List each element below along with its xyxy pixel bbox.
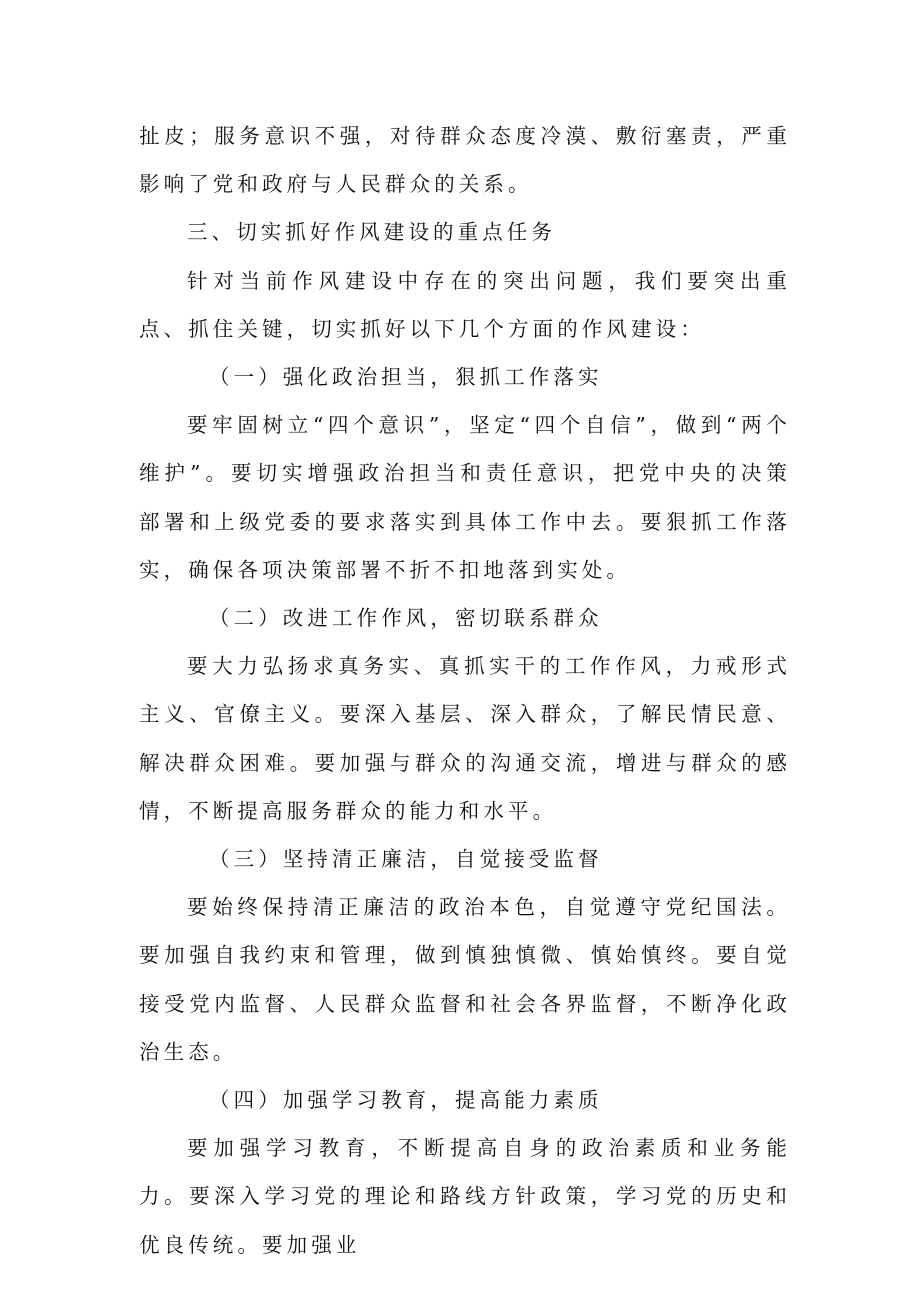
paragraph-2: 要大力弘扬求真务实、真抓实干的工作作风，力戒形式主义、官僚主义。要深入基层、深入群众，了解民情民意、解决群众困难。要加强与群众的沟通交流，增进与群众的感情，不断提高服务群众的能力和水平。 xyxy=(139,654,791,823)
paragraph-continuation: 扯皮；服务意识不强，对待群众态度冷漠、敷衍塞责，严重影响了党和政府与人民群众的关系。 xyxy=(139,124,791,197)
subheading-1: （一）强化政治担当，狠抓工作落实 xyxy=(209,365,603,390)
paragraph-3: 要始终保持清正廉洁的政治本色，自觉遵守党纪国法。要加强自我约束和管理，做到慎独慎微、慎始慎终。要自觉接受党内监督、人民群众监督和社会各界监督，不断净化政治生态。 xyxy=(139,895,791,1064)
subheading-2: （二）改进工作作风，密切联系群众 xyxy=(209,606,603,631)
section-heading-3: 三、切实抓好作风建设的重点任务 xyxy=(187,220,556,245)
paragraph-intro: 针对当前作风建设中存在的突出问题，我们要突出重点、抓住关键，切实抓好以下几个方面的作风建设： xyxy=(139,268,791,341)
document-page xyxy=(139,112,791,1269)
subheading-4: （四）加强学习教育，提高能力素质 xyxy=(209,1088,603,1113)
subheading-3: （三）坚持清正廉洁，自觉接受监督 xyxy=(209,847,603,872)
paragraph-1: 要牢固树立“四个意识”，坚定“四个自信”，做到“两个维护”。要切实增强政治担当和责任意识，把党中央的决策部署和上级党委的要求落实到具体工作中去。要狠抓工作落实，确保各项决策部署不折不扣地落到实处。 xyxy=(139,413,791,582)
paragraph-4: 要加强学习教育，不断提高自身的政治素质和业务能力。要深入学习党的理论和路线方针政策，学习党的历史和优良传统。要加强业 xyxy=(139,1136,791,1257)
